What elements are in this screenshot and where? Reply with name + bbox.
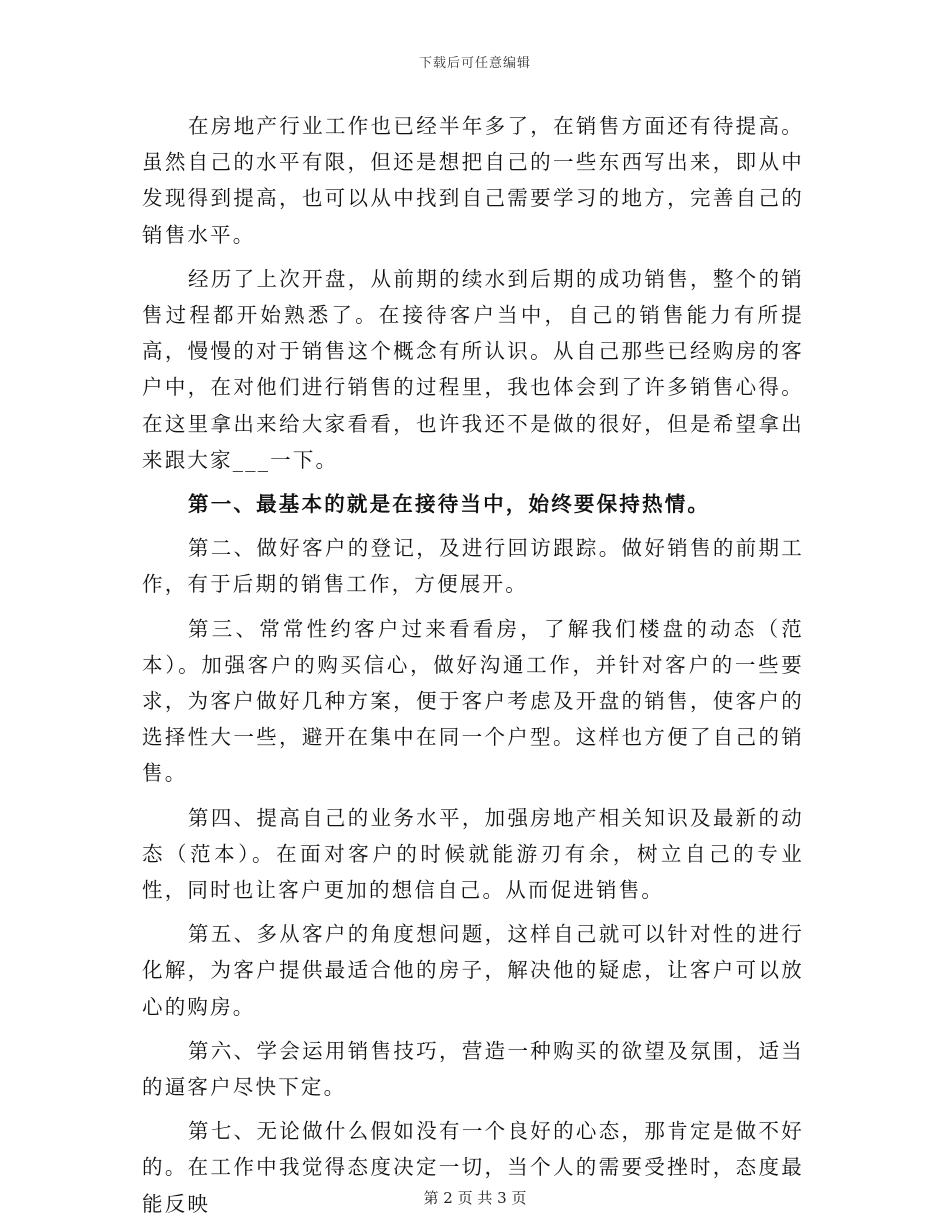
document-body xyxy=(142,108,804,1230)
point-2: 第二、做好客户的登记，及进行回访跟踪。做好销售的前期工作，有于后期的销售工作，方便展开。 xyxy=(142,536,804,597)
point-4: 第四、提高自己的业务水平，加强房地产相关知识及最新的动态（范本）。在面对客户的时候就能游刃有余，树立自己的专业性，同时也让客户更加的想信自己。从而促进销售。 xyxy=(142,805,804,903)
point-6: 第六、学会运用销售技巧，营造一种购买的欲望及氛围，适当的逼客户尽快下定。 xyxy=(142,1038,804,1100)
page-header: 下载后可任意编辑 xyxy=(418,56,531,71)
point-7: 第七、无论做什么假如没有一个良好的心态，那肯定是做不好的。在工作中我觉得态度决定一切，当个人的需要受挫时，态度最能反映 xyxy=(142,1119,804,1216)
paragraph-intro: 在房地产行业工作也已经半年多了，在销售方面还有待提高。虽然自己的水平有限，但还是想把自己的一些东西写出来，即从中发现得到提高，也可以从中找到自己需要学习的地方，完善自己的销售水平。 xyxy=(142,114,804,247)
point-1: 第一、最基本的就是在接待当中，始终要保持热情。 xyxy=(188,492,711,517)
point-3: 第三、常常性约客户过来看看房，了解我们楼盘的动态（范本）。加强客户的购买信心，做好沟通工作，并针对客户的一些要求，为客户做好几种方案，便于客户考虑及开盘的销售，使客户的选择性大一些，避开在集中在同一个户型。这样也方便了自己的销售。 xyxy=(142,616,804,786)
point-5: 第五、多从客户的角度想问题，这样自己就可以针对性的进行化解，为客户提供最适合他的房子，解决他的疑虑，让客户可以放心的购房。 xyxy=(142,922,804,1019)
paragraph-experience: 经历了上次开盘，从前期的续水到后期的成功销售，整个的销售过程都开始熟悉了。在接待客户当中，自己的销售能力有所提高，慢慢的对于销售这个概念有所认识。从自己那些已经购房的客户中，在对他们进行销售的过程里，我也体会到了许多销售心得。在这里拿出来给大家看看，也许我还不是做的很好，但是希望拿出来跟大家___一下。 xyxy=(142,266,804,472)
page-number: 第 2 页 共 3 页 xyxy=(423,1189,527,1207)
